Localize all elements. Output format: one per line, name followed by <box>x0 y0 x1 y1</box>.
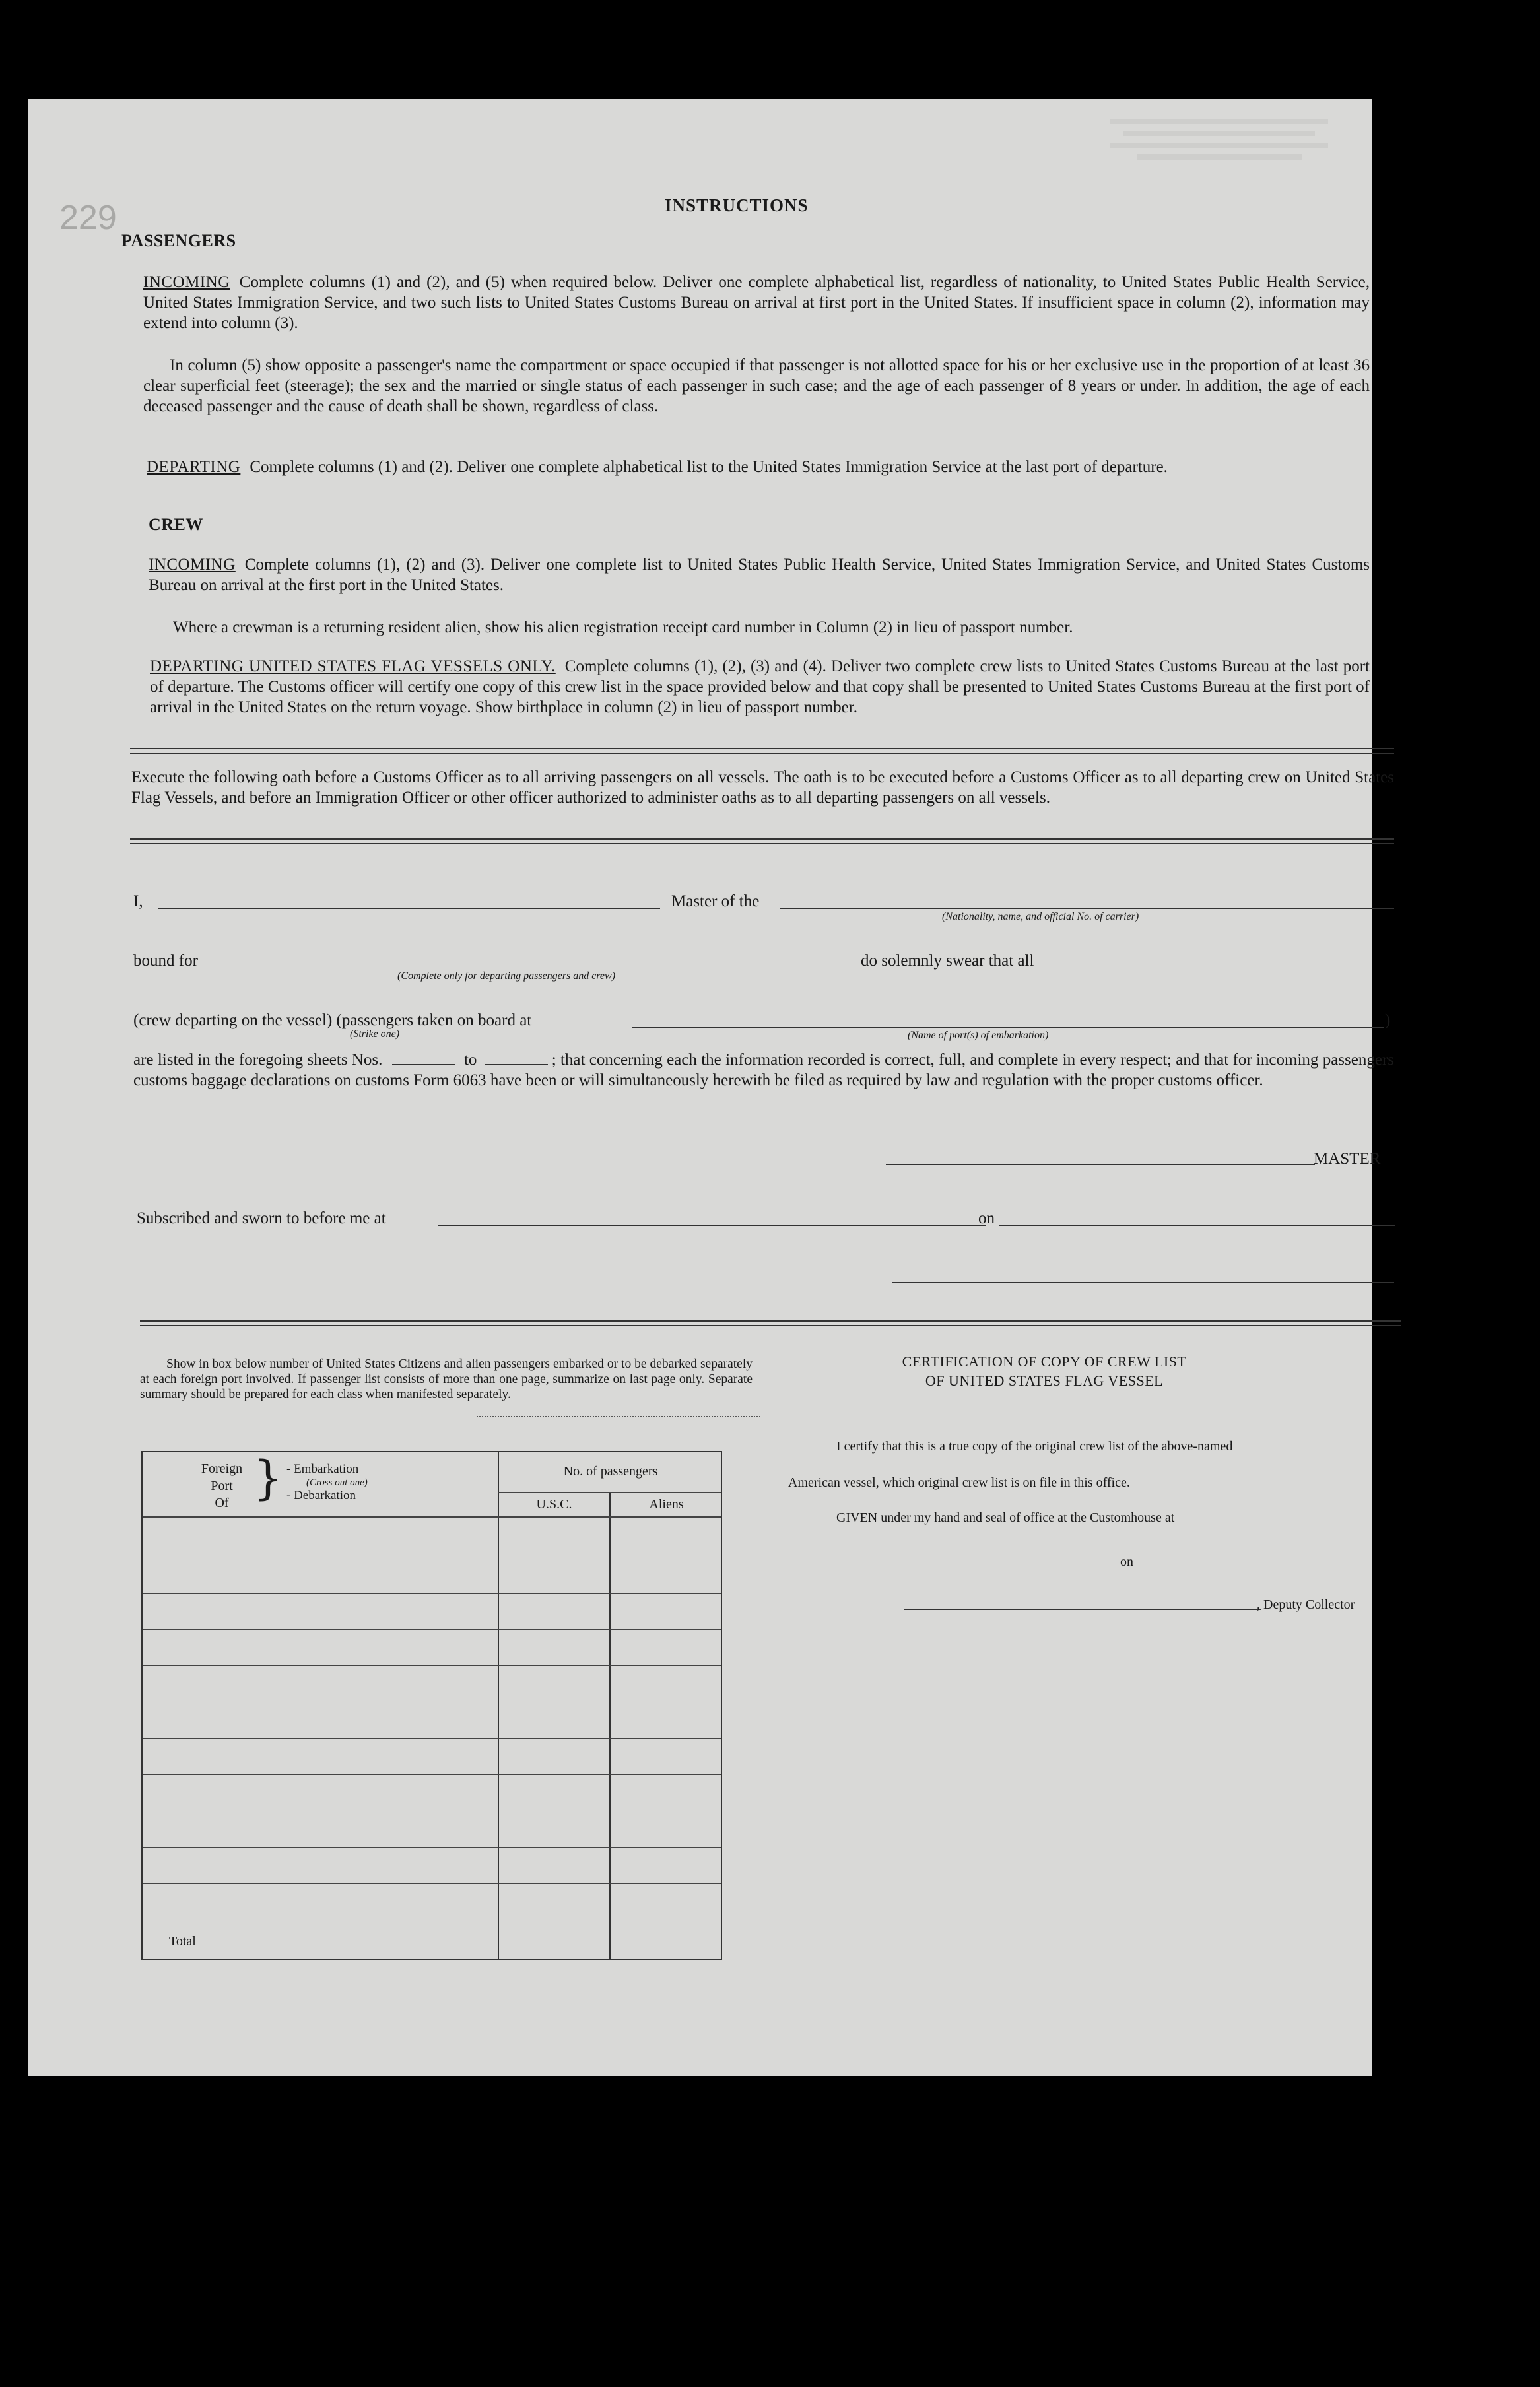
master-of-label: Master of the <box>671 892 760 910</box>
crew-flag-text: Complete columns (1), (2), (3) and (4). Deliver two complete crew lists to United States Customs Bureau at the last port of departure. The Customs officer will certify one copy of this crew list in the space provided below and that copy shall be presented to United States Customs Bureau at the first port of arrival in the United States on the return voyage. Show birthplace in column (2) in lieu of passport number. <box>150 657 1370 716</box>
table-row <box>143 1665 721 1666</box>
embarkation-label: - Embarkation <box>286 1462 359 1476</box>
master-name-field[interactable] <box>158 908 660 909</box>
usc-header: U.S.C. <box>536 1497 572 1512</box>
master-label: MASTER <box>1314 1150 1381 1168</box>
deputy-collector-signature-field[interactable] <box>904 1609 1261 1610</box>
passengers-heading: PASSENGERS <box>121 231 236 250</box>
no-passengers-header: No. of passengers <box>563 1464 658 1479</box>
debarkation-label: - Debarkation <box>286 1489 356 1502</box>
master-signature-field[interactable] <box>886 1164 1315 1165</box>
certification-title-line2: OF UNITED STATES FLAG VESSEL <box>925 1372 1164 1389</box>
passengers-incoming-text: Complete columns (1) and (2), and (5) when required below. Deliver one complete alphabetical list, regardless of nationality, to United States Public Health Service, United States Immigration Service, and two such lists to United States Customs Bureau on arrival at first port in the United States. If insufficient space in column (2), information may extend into column (3). <box>143 273 1370 332</box>
total-label: Total <box>169 1934 196 1949</box>
embark-debark-header <box>286 1462 368 1504</box>
certification-title <box>787 1352 1302 1390</box>
passengers-incoming-label: INCOMING <box>143 273 230 291</box>
passenger-summary-table <box>141 1451 722 1960</box>
listed-paragraph <box>133 1050 1394 1091</box>
summary-dotted-rule <box>477 1416 760 1417</box>
given-line: GIVEN under my hand and seal of office at the Customhouse at <box>836 1510 1175 1525</box>
header-port-line: Port <box>211 1479 233 1493</box>
bleed-through-marks <box>1110 112 1328 211</box>
table-row <box>143 1738 721 1739</box>
form-sheet <box>28 99 1394 2076</box>
sworn-on-label: on <box>978 1209 995 1227</box>
strike-hint: (Strike one) <box>350 1028 400 1040</box>
table-row <box>143 1629 721 1630</box>
sheet-from-field[interactable] <box>392 1051 455 1065</box>
table-col-divider <box>498 1452 499 1959</box>
cert-on-label: on <box>1120 1555 1133 1569</box>
listed-to-label: to <box>463 1051 477 1069</box>
listed-text-a: are listed in the foregoing sheets Nos. <box>133 1051 383 1069</box>
crew-incoming-text: Complete columns (1), (2) and (3). Deliver one complete list to United States Public Health Service, United States Immigration Service, and United States Customs Bureau on arrival at the first port in the United States. <box>149 556 1370 594</box>
aliens-header: Aliens <box>649 1497 684 1512</box>
certification-title-line1: CERTIFICATION OF COPY OF CREW LIST <box>902 1353 1187 1370</box>
crew-heading: CREW <box>149 515 203 534</box>
table-row <box>143 1883 721 1884</box>
table-row <box>143 1774 721 1775</box>
divider-top <box>130 748 1394 754</box>
nationality-hint: (Nationality, name, and official No. of carrier) <box>942 911 1139 922</box>
certify-line-a: I certify that this is a true copy of the original crew list of the above-named <box>836 1439 1233 1454</box>
header-port-line: Of <box>215 1496 229 1510</box>
bound-for-hint: (Complete only for departing passengers and crew) <box>397 970 616 982</box>
subscribed-label: Subscribed and sworn to before me at <box>137 1209 386 1227</box>
brace-icon: } <box>253 1451 283 1505</box>
sworn-date-field[interactable] <box>999 1225 1395 1226</box>
bound-for-label: bound for <box>133 952 198 970</box>
sworn-place-field[interactable] <box>438 1225 986 1226</box>
sheet-to-field[interactable] <box>485 1051 548 1065</box>
divider-bottom <box>140 1320 1401 1326</box>
passengers-departing-text: Complete columns (1) and (2). Deliver one complete alphabetical list to the United States Immigration Service at the last port of departure. <box>250 458 1168 476</box>
passengers-departing-paragraph <box>147 457 1370 477</box>
certify-line-b: American vessel, which original crew list is on file in this office. <box>788 1475 1130 1490</box>
deputy-collector-label: , Deputy Collector <box>1257 1597 1355 1612</box>
divider-oath <box>130 838 1394 844</box>
officer-signature-field[interactable] <box>892 1282 1394 1283</box>
oath-i-label: I, <box>133 892 143 910</box>
carrier-field[interactable] <box>780 908 1394 909</box>
foreign-port-header <box>192 1460 251 1512</box>
table-row <box>143 1593 721 1594</box>
passengers-departing-label: DEPARTING <box>147 458 241 476</box>
listed-text-b: ; that concerning each the information recorded is correct, full, and complete in every respect; and that for incoming passengers customs baggage declarations on customs Form 6063 have been or will simultaneously herewith be filed as required by law and regulation with the proper customs officer. <box>133 1051 1394 1089</box>
crew-flag-paragraph <box>150 656 1370 718</box>
swear-label: do solemnly swear that all <box>861 952 1034 970</box>
close-paren: ) <box>1385 1011 1391 1029</box>
crew-incoming-label: INCOMING <box>149 556 236 574</box>
table-row-divider <box>498 1492 721 1493</box>
margin-number: 229 <box>59 199 117 237</box>
crew-incoming-paragraph <box>149 555 1370 595</box>
port-hint: (Name of port(s) of embarkation) <box>908 1030 1049 1041</box>
table-header-divider <box>143 1516 721 1518</box>
table-col-divider <box>609 1492 611 1959</box>
column5-paragraph: In column (5) show opposite a passenger's name the compartment or space occupied if that passenger is not allotted space for his or her exclusive use in the proportion of at least 36 clear superficial feet (steerage); the sex and the married or single status of each passenger in such case; and the age of each passenger of 8 years or under. In addition, the age of each deceased passenger and the cause of death shall be shown, regardless of class. <box>143 356 1370 415</box>
passengers-incoming-paragraph <box>143 272 1370 333</box>
table-row <box>143 1847 721 1848</box>
header-port-line: Foreign <box>201 1462 243 1476</box>
summary-instructions: Show in box below number of United States Citizens and alien passengers embarked or to be debarked separately at each foreign port involved. If passenger list consists of more than one page, summarize on last page only. Separate summary should be prepared for each class when manifested separately. <box>140 1357 753 1401</box>
oath-intro-paragraph: Execute the following oath before a Customs Officer as to all arriving passengers on all vessels. The oath is to be executed before a Customs Officer as to all departing crew on United States Flag Vessels, and before an Immigration Officer or other officer authorized to administer oaths as to all departing passengers on all vessels. <box>131 768 1394 807</box>
crew-alien-paragraph: Where a crewman is a returning resident alien, show his alien registration receipt card number in Column (2) in lieu of passport number. <box>173 619 1073 636</box>
cross-out-hint: (Cross out one) <box>306 1477 368 1488</box>
embarkation-port-field[interactable] <box>632 1027 1384 1028</box>
crew-passengers-label: (crew departing on the vessel) (passengers taken on board at <box>133 1011 532 1029</box>
page-title: INSTRUCTIONS <box>665 195 809 215</box>
crew-flag-label: DEPARTING UNITED STATES FLAG VESSELS ONLY. <box>150 657 556 675</box>
